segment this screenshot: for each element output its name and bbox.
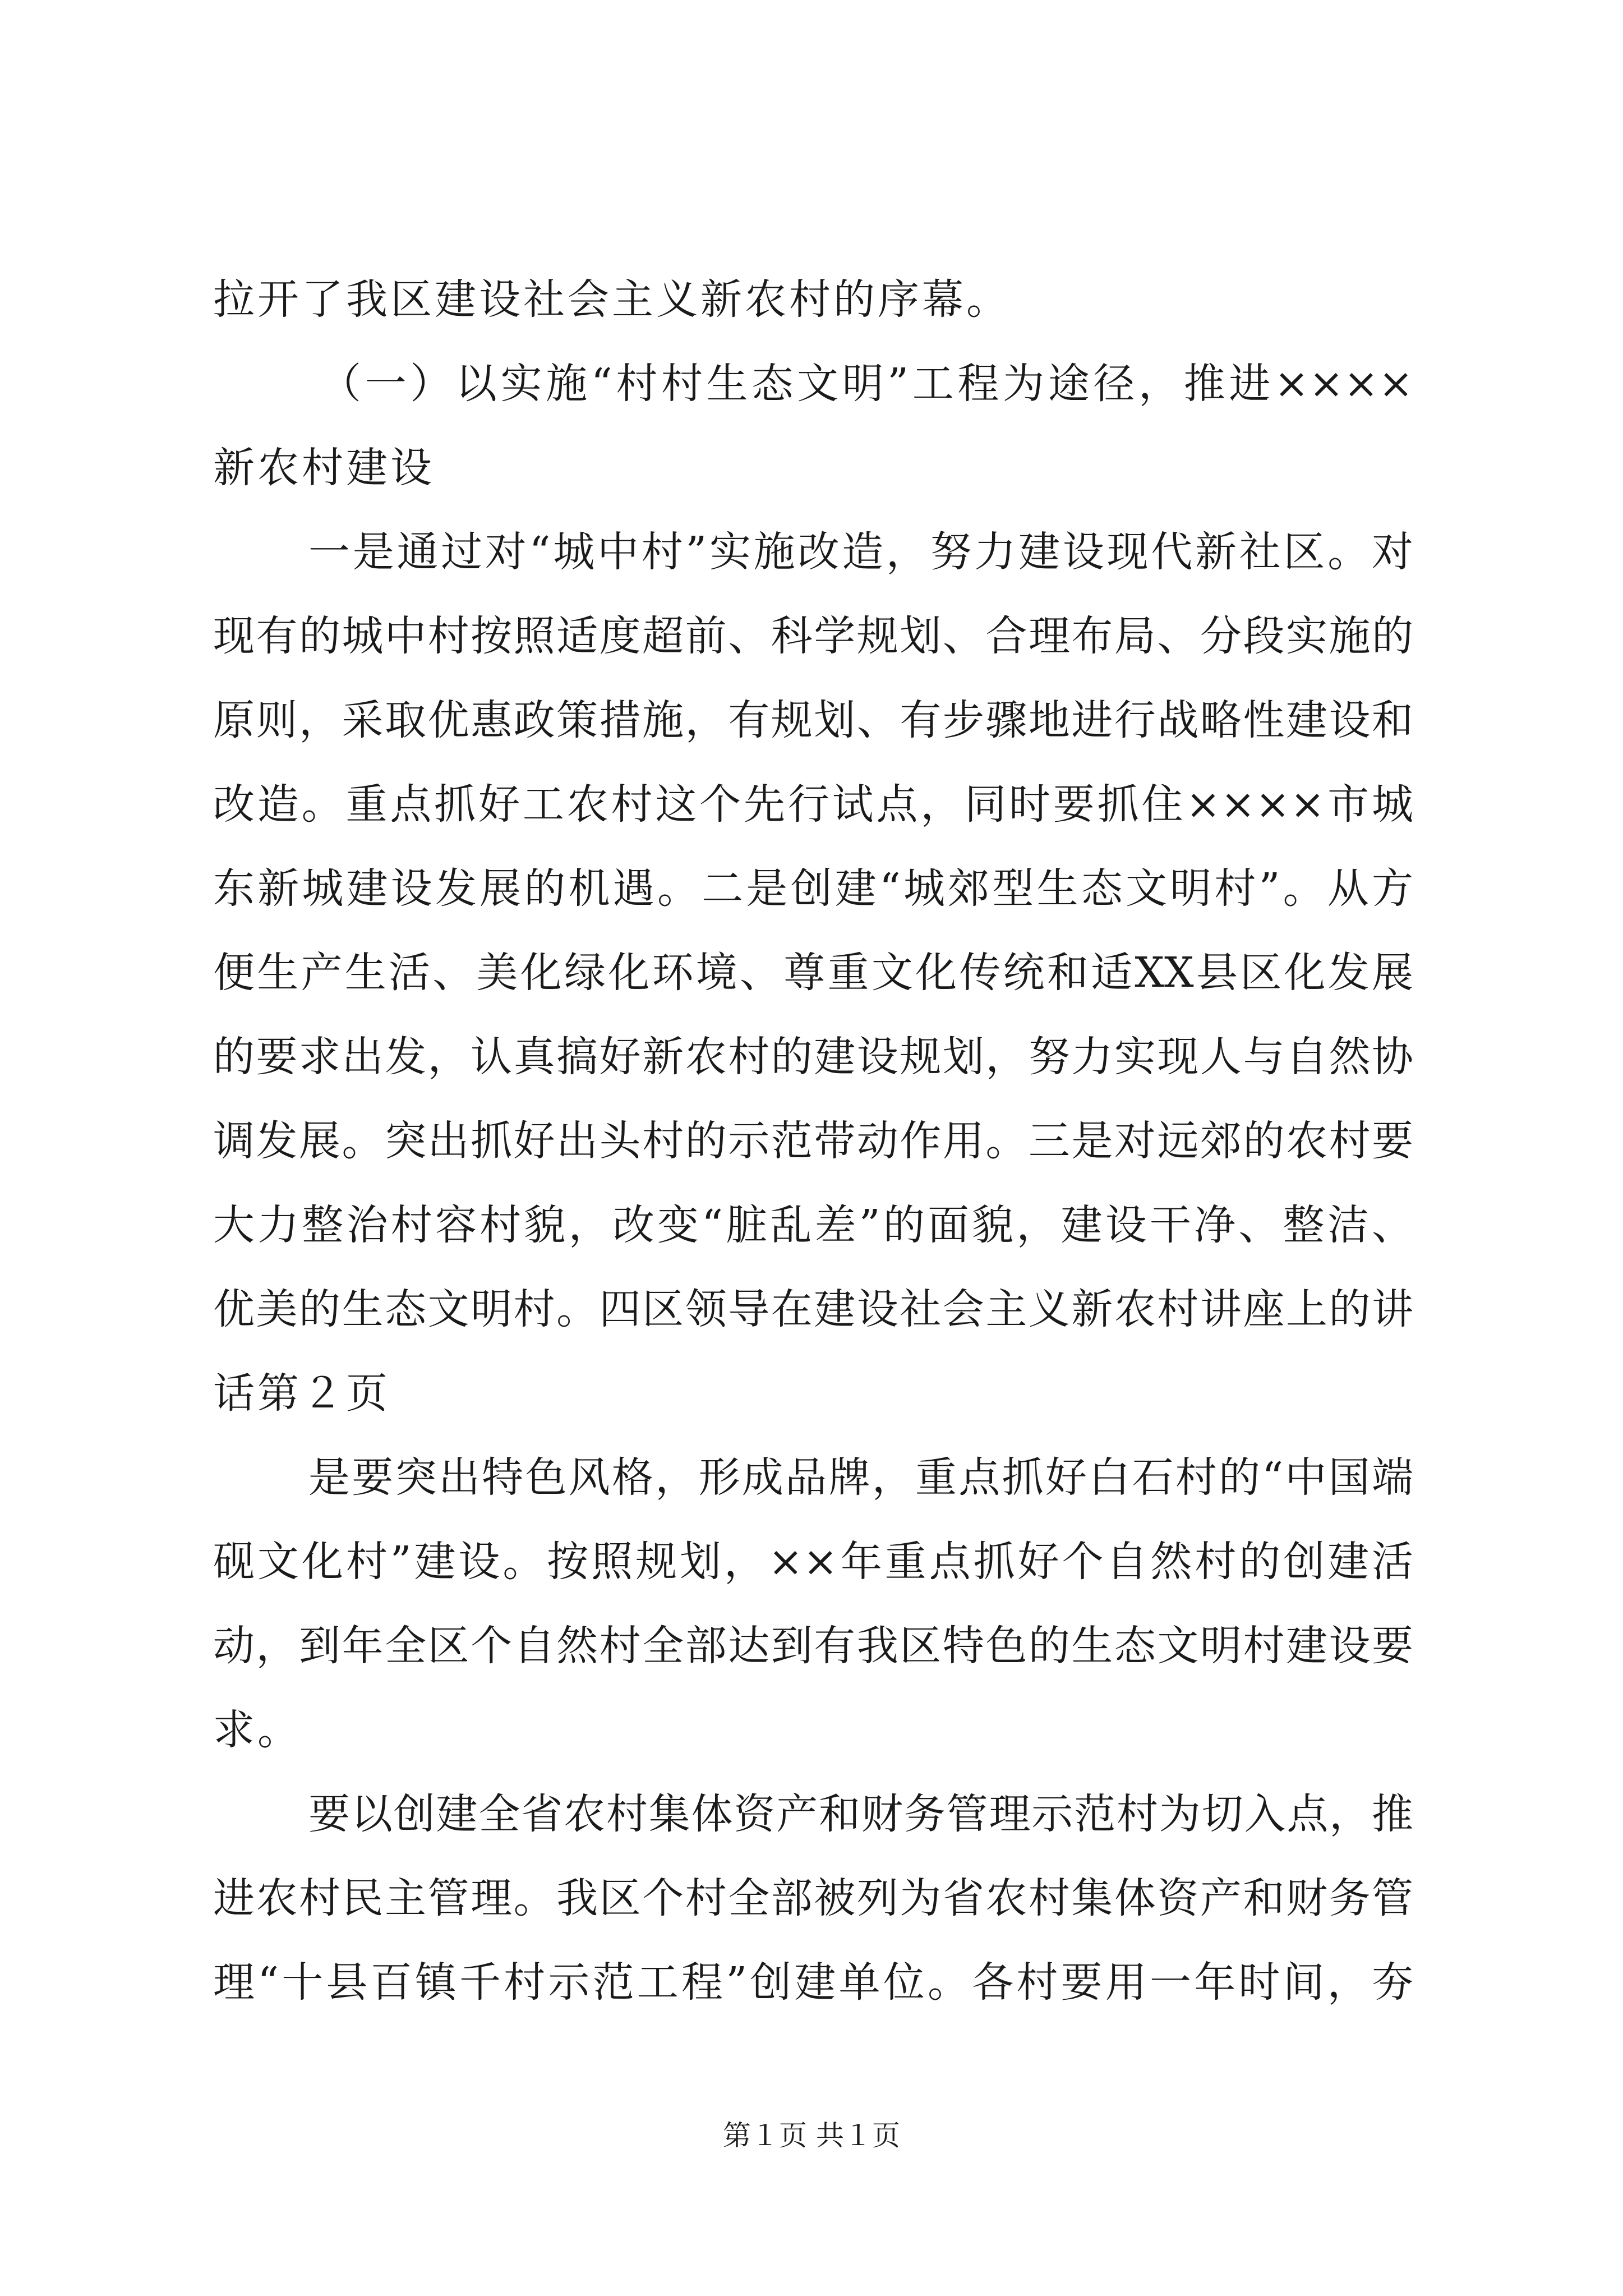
text-line: 东新城建设发展的机遇。二是创建“城郊型生态文明村”。从方 [213,864,1413,913]
text-line: 要以创建全省农村集体资产和财务管理示范村为切入点，推 [308,1790,1413,1838]
text-line: 一是通过对“城中村”实施改造，努力建设现代新社区。对 [308,528,1413,576]
text-line: 的要求出发，认真搞好新农村的建设规划，努力实现人与自然协 [213,1033,1413,1081]
text-line: 改造。重点抓好工农村这个先行试点，同时要抓住××××市城 [213,780,1413,829]
section-heading-line: （一）以实施“村村生态文明”工程为途径，推进×××× [320,360,1413,408]
section-heading-line: 新农村建设 [213,444,435,492]
text-line: 砚文化村”建设。按照规划，××年重点抓好个自然村的创建活 [213,1538,1413,1586]
text-line: 原则，采取优惠政策措施，有规划、有步骤地进行战略性建设和 [213,696,1413,744]
text-line: 拉开了我区建设社会主义新农村的序幕。 [213,275,1011,324]
text-line: 便生产生活、美化绿化环境、尊重文化传统和适XX县区化发展 [213,949,1413,997]
text-line: 是要突出特色风格，形成品牌，重点抓好白石村的“中国端 [308,1453,1413,1502]
text-line: 理“十县百镇千村示范工程”创建单位。各村要用一年时间，夯 [213,1958,1413,2007]
text-line: 话第２页 [213,1369,390,1418]
text-line: 求。 [213,1706,302,1754]
text-line: 现有的城中村按照适度超前、科学规划、合理布局、分段实施的 [213,612,1413,660]
page-footer: 第１页 共１页 [723,2119,900,2152]
text-line: 大力整治村容村貌，改变“脏乱差”的面貌，建设干净、整洁、 [213,1201,1413,1249]
text-line: 调发展。突出抓好出头村的示范带动作用。三是对远郊的农村要 [213,1117,1413,1165]
text-line: 优美的生态文明村。四区领导在建设社会主义新农村讲座上的讲 [213,1285,1413,1333]
text-line: 进农村民主管理。我区个村全部被列为省农村集体资产和财务管 [213,1874,1413,1922]
text-line: 动，到年全区个自然村全部达到有我区特色的生态文明村建设要 [213,1622,1413,1670]
